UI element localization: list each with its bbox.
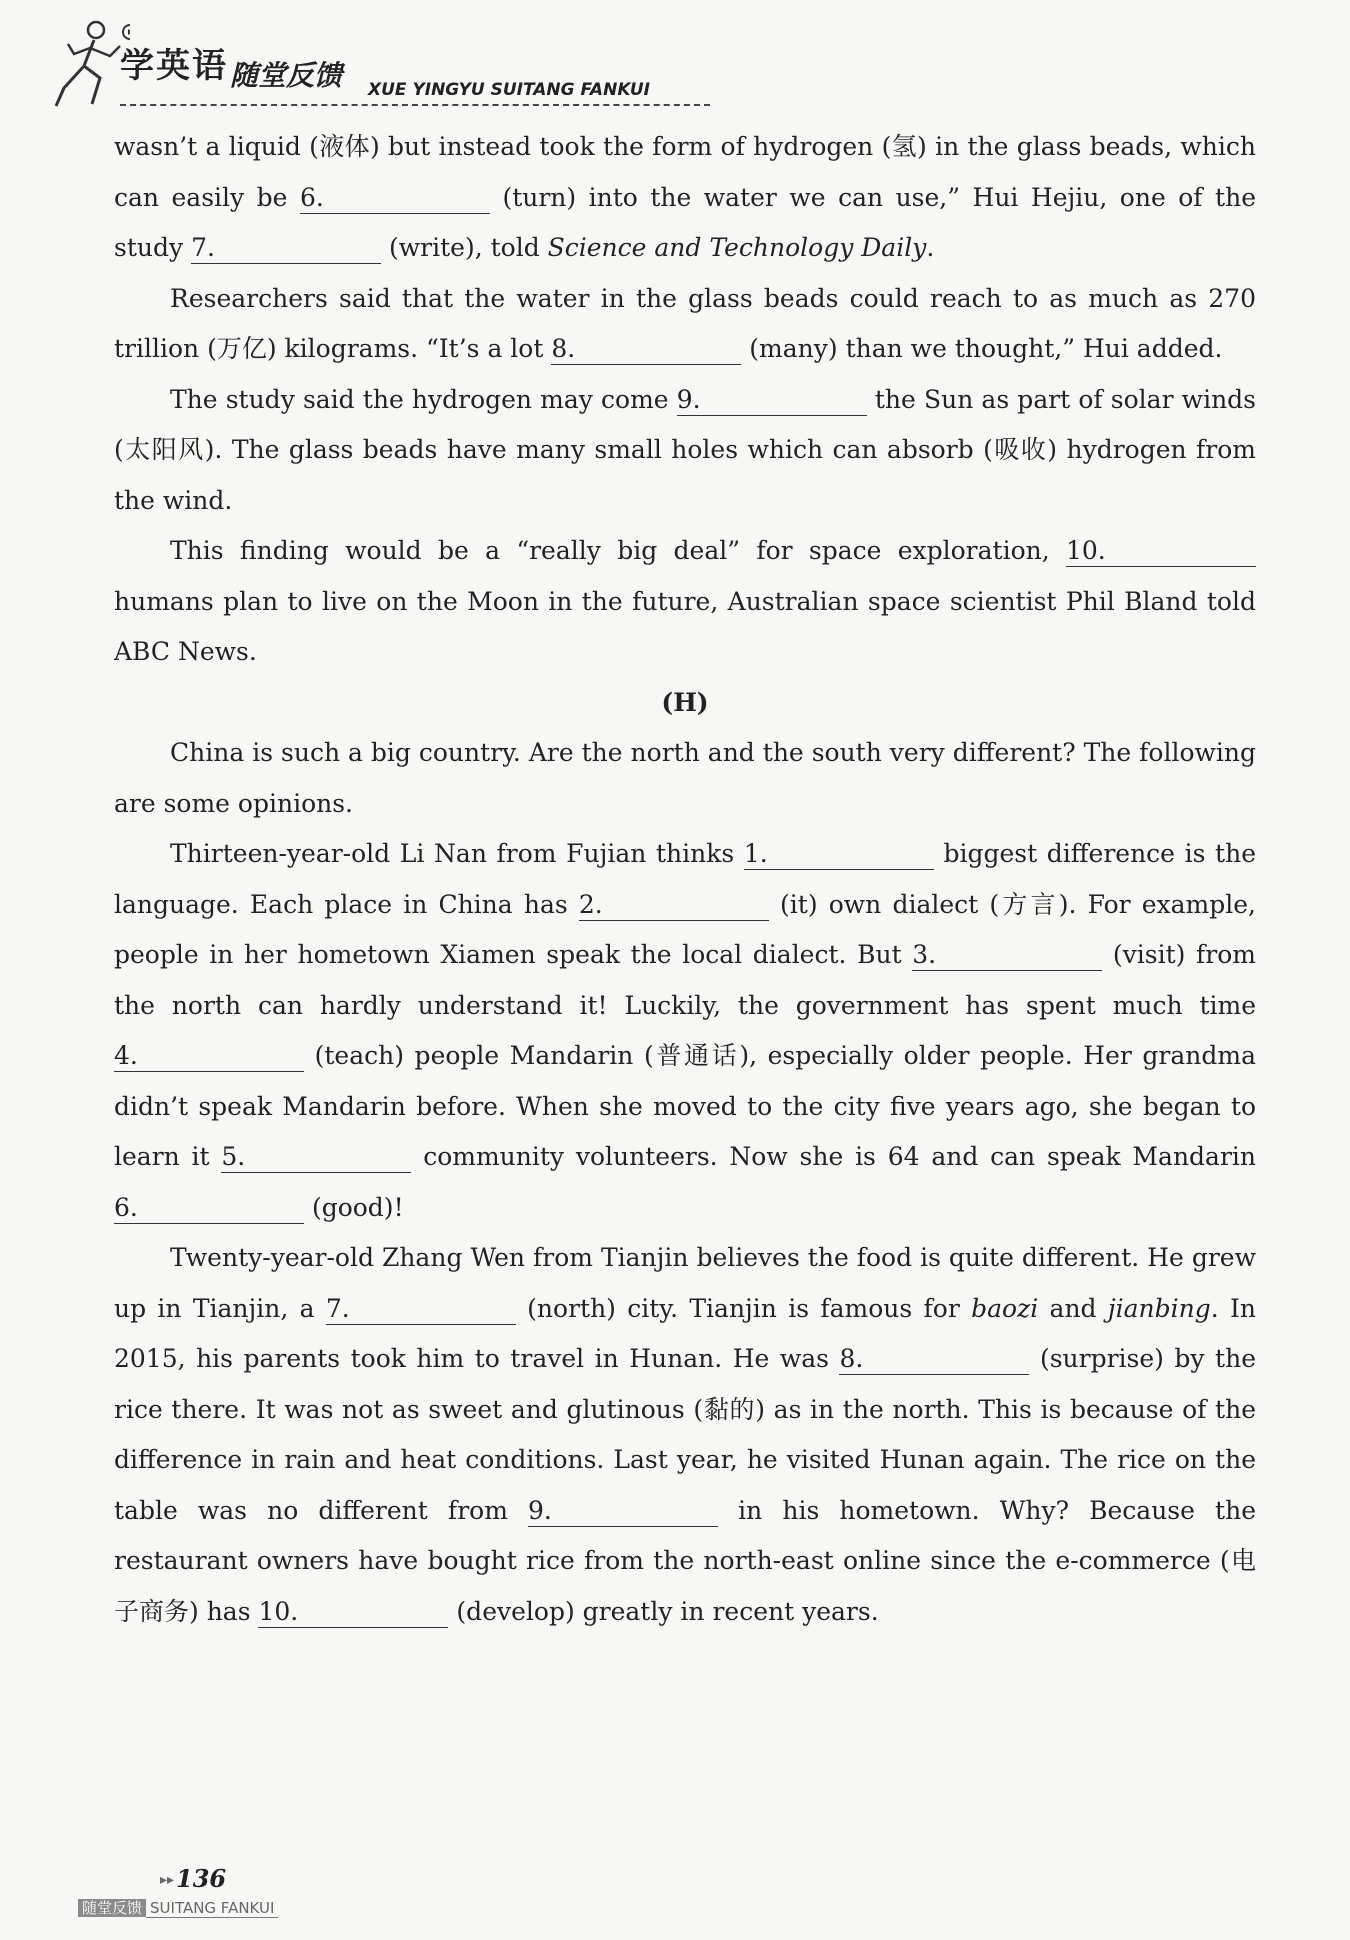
paragraph	[114, 829, 1256, 1233]
text-run: Twenty-year-old Zhang Wen from Tianjin believes the food is quite different. He grew up in Tianjin, a	[114, 1243, 1256, 1323]
answer-blank: 9.	[677, 385, 867, 416]
paragraph	[114, 1233, 1256, 1637]
text-run: humans plan to live on the Moon in the future, Australian space scientist Phil Bland told ABC News.	[114, 586, 1256, 666]
text-run: .	[926, 233, 935, 262]
passage-g-continuation	[114, 122, 1256, 678]
text-run: biggest difference is the language. Each place in China has	[114, 839, 1256, 919]
text-run: Researchers said that the water in the glass beads could reach to as much as 270 trillion (万亿) kilograms. “It’s a lot	[114, 283, 1256, 363]
answer-blank: 9.	[528, 1496, 718, 1527]
text-run: (good)!	[304, 1192, 404, 1222]
header-title: 学英语	[120, 46, 228, 86]
passage-h	[114, 728, 1256, 1637]
text-run: (north) city. Tianjin is famous for	[515, 1293, 972, 1323]
answer-blank: 10.	[258, 1597, 448, 1628]
answer-blank: 3.	[912, 940, 1102, 971]
text-run: Thirteen-year-old Li Nan from Fujian thinks	[170, 839, 744, 868]
answer-blank: 2.	[579, 890, 769, 921]
footer-brand-en: SUITANG FANKUI	[146, 1899, 278, 1918]
answer-blank: 7.	[191, 233, 381, 264]
answer-blank: 8.	[551, 334, 741, 365]
paragraph	[114, 122, 1256, 274]
answer-blank: 6.	[114, 1193, 304, 1224]
italic-text: Science and Technology Daily	[547, 233, 927, 262]
text-run: This finding would be a “really big deal” for space exploration,	[170, 536, 1066, 565]
header-pinyin: XUE YINGYU SUITANG FANKUI	[368, 80, 651, 100]
answer-blank: 6.	[300, 183, 490, 214]
runner-figure-icon	[50, 18, 130, 110]
italic-text: baozi	[971, 1293, 1039, 1323]
paragraph	[114, 274, 1256, 375]
text-run: in his hometown. Why? Because the restaurant owners have bought rice from the north-east online since the e-commerce (电子商务) has	[114, 1495, 1256, 1626]
answer-blank: 5.	[221, 1142, 411, 1173]
italic-text: jianbing	[1107, 1293, 1211, 1323]
text-run: The study said the hydrogen may come	[170, 384, 677, 414]
text-run: community volunteers. Now she is 64 and can speak Mandarin	[411, 1142, 1256, 1171]
text-run: and	[1038, 1293, 1108, 1323]
answer-blank: 8.	[839, 1344, 1029, 1375]
text-run: (visit) from the north can hardly understand it! Luckily, the government has spent much time	[114, 940, 1256, 1020]
answer-blank: 10.	[1066, 536, 1256, 567]
answer-blank: 7.	[326, 1294, 516, 1325]
footer-brand-cn: 随堂反馈	[78, 1899, 146, 1917]
text-run: wasn’t a liquid (液体) but instead took the form of hydrogen (氢) in the glass beads, which can easily be	[114, 132, 1256, 212]
text-run: (it) own dialect (方言). For example, people in her hometown Xiamen speak the local dialect. But	[114, 889, 1256, 969]
text-run: (teach) people Mandarin (普通话), especially older people. Her grandma didn’t speak Mandarin before. When she moved to the city five years ago, she began to learn it	[114, 1041, 1256, 1171]
footer-brand	[78, 1896, 278, 1920]
section-heading-h: (H)	[661, 687, 709, 717]
header-divider	[120, 104, 710, 106]
text-run: (develop) greatly in recent years.	[448, 1596, 879, 1626]
text-run: China is such a big country. Are the north and the south very different? The following are some opinions.	[114, 738, 1256, 818]
paragraph	[114, 728, 1256, 829]
page-content	[114, 122, 1256, 1637]
text-run: (many) than we thought,” Hui added.	[741, 334, 1223, 363]
page-number: 136	[176, 1864, 227, 1893]
paragraph	[114, 375, 1256, 527]
arrow-icon: ▸▸	[160, 1872, 175, 1888]
text-run: (surprise) by the rice there. It was not as sweet and glutinous (黏的) as in the north. This is because of the difference in rain and heat conditions. Last year, he visited Hunan again. The rice on the table was no different from	[114, 1344, 1256, 1525]
header-subtitle: 随堂反馈	[230, 59, 343, 92]
answer-blank: 1.	[744, 839, 934, 870]
page-header	[50, 18, 670, 110]
text-run: (write), told	[381, 233, 548, 262]
paragraph	[114, 526, 1256, 678]
text-run: (turn) into the water we can use,” Hui Hejiu, one of the study	[114, 182, 1256, 262]
text-run: the Sun as part of solar winds (太阳风). The glass beads have many small holes which can absorb (吸收) hydrogen from the wind.	[114, 384, 1256, 515]
answer-blank: 4.	[114, 1041, 304, 1072]
text-run: . In 2015, his parents took him to travel in Hunan. He was	[114, 1293, 1256, 1373]
